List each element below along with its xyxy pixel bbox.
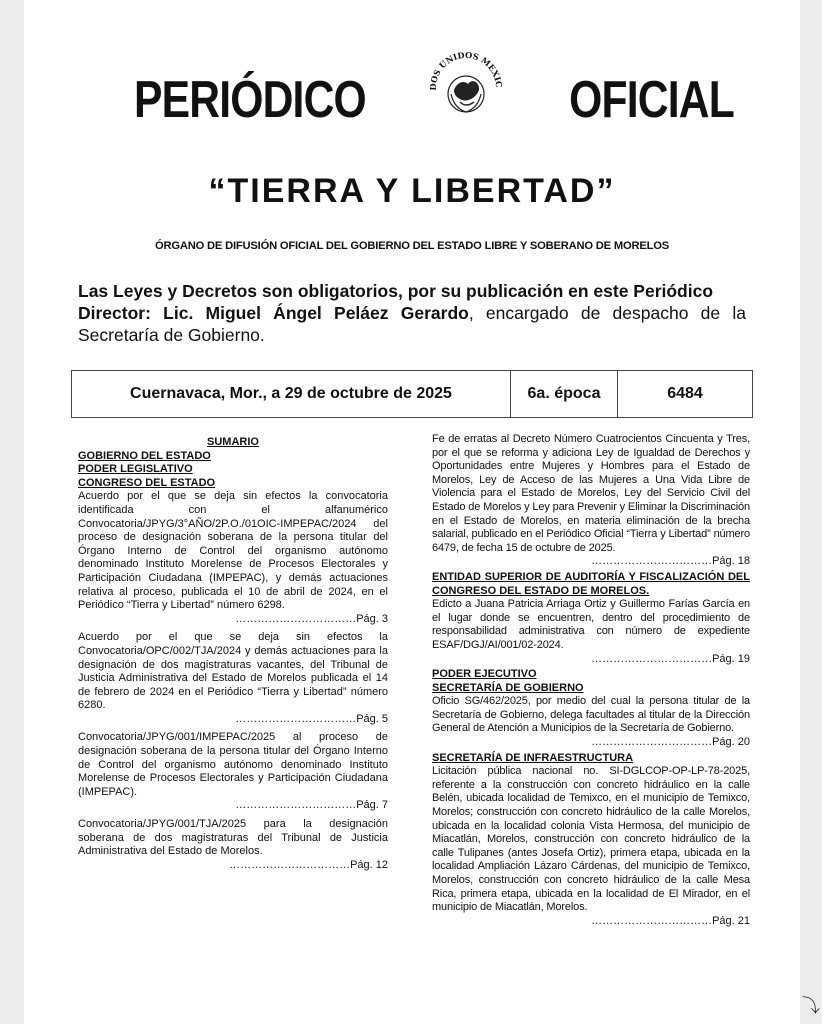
summary-entry: Acuerdo por el que se deja sin efectos la convocatoria identificada con el alfanumérico Convocatoria/JPYG/3°AÑO/2P.O./01OIC-IMPEPAC/2024 del proceso de designación soberana de la persona titular del Órgano Interno de Control del organismo autónomo denominado Instituto Morelense de Procesos Electorales y Participación Ciudadana (IMPEPAC), y demás actuaciones relativa al proceso, publicada el 10 de abril de 2024, en el Periódico “Tierra y Libertad” número 6298. bbox=[78, 490, 388, 612]
section-heading: CONGRESO DEL ESTADO bbox=[78, 476, 216, 489]
city-date: Cuernavaca, Mor., a 29 de octubre de 2025 bbox=[72, 371, 511, 417]
page-reference: ……………………………Pág. 20 bbox=[591, 736, 750, 749]
section-heading: PODER LEGISLATIVO bbox=[78, 463, 193, 476]
page-reference: ……………………………Pág. 12 bbox=[229, 858, 388, 871]
summary-entry: Oficio SG/462/2025, por medio del cual la persona titular de la Secretaría de Gobierno, delega facultades al titular de la Dirección General de Atención a Municipios de la Secretaría de Gobierno. bbox=[432, 695, 750, 735]
summary-entry: Licitación pública nacional no. SI-DGLCOP-OP-LP-78-2025, referente a la construcción con concreto hidráulico en la calle Belén, ubicada localidad de Temixco, en el municipio de Temixco, Morelos; construcción con concreto hidráulico de la calle Morelos, ubicada en la localidad colonia Vista Hermosa, del municipio de Miacatlán, Morelos, construcción con concreto hidráulico de la calle Tulipanes (antes Josefa Ortiz), primera etapa, ubicada en la localidad Ampliación Lázaro Cárdenas, del municipio de Temixco, Morelos, construcción con concreto hidráulico de la calle Mesa Rica, primera etapa, ubicada en la localidad de El Mirador, en el municipio de Miacatlán, Morelos. bbox=[432, 765, 750, 914]
sumario-heading: SUMARIO bbox=[207, 436, 259, 448]
legal-notice bbox=[78, 280, 746, 346]
page-reference: ……………………………Pág. 18 bbox=[591, 555, 750, 568]
section-heading: ENTIDAD SUPERIOR DE AUDITORÍA Y FISCALIZACIÓN DEL CONGRESO DEL ESTADO DE MORELOS. bbox=[432, 570, 750, 597]
page-curl-icon: ⤵ bbox=[802, 996, 820, 1016]
newspaper-subtitle: “TIERRA Y LIBERTAD” bbox=[208, 172, 616, 210]
summary-entry: Fe de erratas al Decreto Número Cuatrocientos Cincuenta y Tres, por el que se reforma y adiciona Ley de Igualdad de Derechos y Oportunidades entre Mujeres y Hombres para el Estado de Morelos, Ley de Acceso de las Mujeres a Una Vida Libre de Violencia para el Estado de Morelos, Ley del Servicio Civil del Estado de Morelos y Ley para Prevenir y Eliminar la Discriminación en el Estado de Morelos, en materia eliminación de la brecha salarial, publicado en el Periódico Oficial “Tierra y Libertad” número 6479, de fecha 15 de octubre de 2025. bbox=[432, 433, 750, 554]
epoca: 6a. época bbox=[511, 371, 618, 417]
summary-entry: Convocatoria/JPYG/001/IMPEPAC/2025 al proceso de designación soberana de la persona titular del Órgano Interno de Control del organismo autónomo denominado Instituto Morelense de Procesos Electorales y Participación Ciudadana (IMPEPAC). bbox=[78, 731, 388, 798]
director-name: Director: Lic. Miguel Ángel Peláez Gerardo bbox=[78, 303, 469, 323]
legal-line: Las Leyes y Decretos son obligatorios, por su publicación en este Periódico bbox=[78, 281, 714, 301]
masthead bbox=[134, 49, 734, 134]
summary-entry: Convocatoria/JPYG/001/TJA/2025 para la designación soberana de dos magistraturas del Tribunal de Justicia Administrativa del Estado de Morelos. bbox=[78, 818, 388, 858]
page-reference: ……………………………Pág. 7 bbox=[235, 799, 388, 812]
page-reference: ……………………………Pág. 21 bbox=[591, 914, 750, 927]
national-seal-icon bbox=[424, 42, 508, 126]
section-heading: SECRETARÍA DE INFRAESTRUCTURA bbox=[432, 751, 634, 764]
summary-left-column bbox=[78, 436, 388, 877]
section-heading: PODER EJECUTIVO bbox=[432, 668, 537, 681]
section-heading: SECRETARÍA DE GOBIERNO bbox=[432, 681, 584, 694]
section-heading: GOBIERNO DEL ESTADO bbox=[78, 449, 211, 462]
page-reference: ……………………………Pág. 3 bbox=[235, 612, 388, 625]
summary-right-column bbox=[432, 433, 750, 930]
seal-text: DOS UNIDOS MEXIC bbox=[427, 49, 505, 91]
summary-entry: Acuerdo por el que se deja sin efectos la Convocatoria/OPC/002/TJA/2024 y demás actuaciones para la designación de dos magistraturas vacantes, del Tribunal de Justicia Administrativa del Estado de Morelos publicada el 14 de febrero de 2024 en el Periódico “Tierra y Libertad” número 6280. bbox=[78, 631, 388, 712]
masthead-right-word: OFICIAL bbox=[569, 71, 734, 129]
summary-entry: Edicto a Juana Patricia Arriaga Ortiz y Guillermo Farías García en el lugar donde se encuentren, dentro del procedimiento de responsabilidad administrativa con número de expediente ESAF/DGJ/AI/001/02-2024. bbox=[432, 598, 750, 651]
issue-info-bar bbox=[71, 370, 753, 418]
organo-line: ÓRGANO DE DIFUSIÓN OFICIAL DEL GOBIERNO DEL ESTADO LIBRE Y SOBERANO DE MORELOS bbox=[155, 240, 669, 252]
director-role: , encargado de despacho de la Secretaría de Gobierno. bbox=[78, 303, 746, 345]
issue-number: 6484 bbox=[667, 385, 703, 402]
masthead-left-word: PERIÓDICO bbox=[134, 71, 366, 129]
page-reference: ……………………………Pág. 19 bbox=[591, 652, 750, 665]
page-reference: ……………………………Pág. 5 bbox=[235, 712, 388, 725]
newspaper-page bbox=[24, 0, 800, 1024]
